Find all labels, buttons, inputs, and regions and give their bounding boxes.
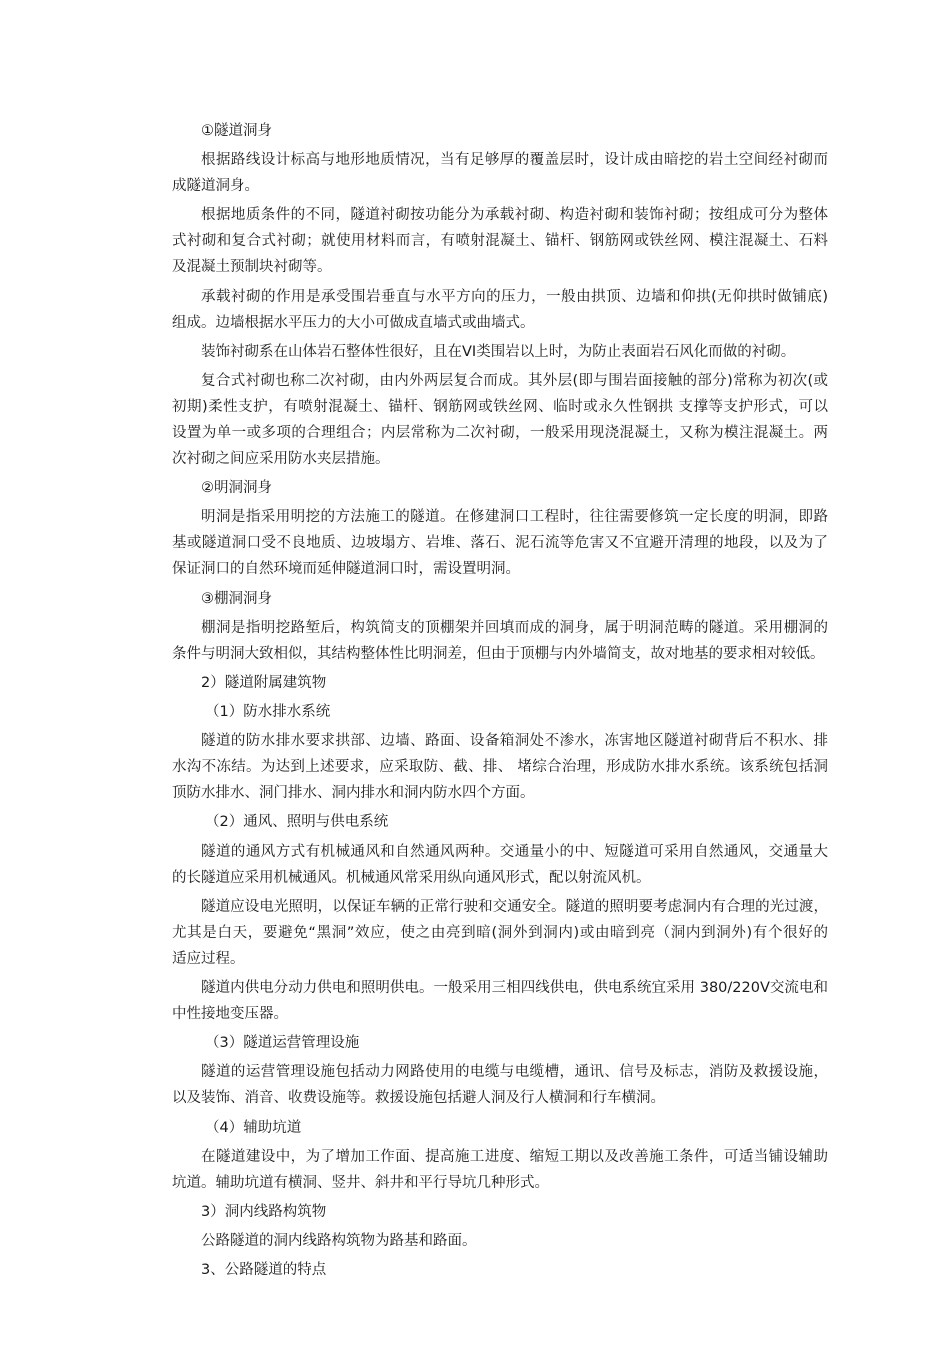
paragraph-line: 明洞是指采用明挖的方法施工的隧道。在修建洞口工程时，往往需要修筑一定长度的明洞，即路 — [201, 509, 828, 526]
paragraph-line: 承载衬砌的作用是承受围岩垂直与水平方向的压力，一般由拱顶、边墙和仰拱(无仰拱时做铺底) — [201, 288, 828, 305]
heading-waterproof-drainage: （1）防水排水系统 — [205, 704, 331, 721]
heading-highway-tunnel-features: 3、公路隧道的特点 — [201, 1262, 327, 1279]
paragraph-line: 棚洞是指明挖路堑后，构筑简支的顶棚架并回填而成的洞身，属于明洞范畴的隧道。采用棚洞的 — [201, 619, 828, 636]
paragraph-line: 适应过程。 — [172, 950, 245, 967]
paragraph-line: 隧道内供电分动力供电和照明供电。一般采用三相四线供电，供电系统宜采用 380/220V交流电和 — [201, 980, 828, 996]
heading-operation-management: （3）隧道运营管理设施 — [205, 1035, 360, 1052]
document-body — [172, 118, 828, 1283]
paragraph-line: 装饰衬砌系在山体岩石整体性很好，且在VI类围岩以上时，为防止表面岩石风化而做的衬砌。 — [201, 343, 796, 360]
paragraph-line: 水沟不冻结。为达到上述要求，应采取防、截、排、 堵综合治理，形成防水排水系统。该系统包括洞 — [172, 759, 828, 776]
paragraph-line: 隧道的通风方式有机械通风和自然通风两种。交通量小的中、短隧道可采用自然通风，交通量大 — [201, 843, 828, 860]
paragraph-line: 在隧道建设中，为了增加工作面、提高施工进度、缩短工期以及改善施工条件，可适当铺设辅助 — [201, 1148, 828, 1165]
paragraph-line: 条件与明洞大致相似，其结构整体性比明洞差，但由于顶棚与内外墙简支，故对地基的要求相对较低。 — [172, 645, 825, 662]
paragraph-line: 中性接地变压器。 — [172, 1006, 288, 1022]
paragraph-line: 的长隧道应采用机械通风。机械通风常采用纵向通风形式，配以射流风机。 — [172, 869, 651, 886]
heading-auxiliary-structures: 2）隧道附属建筑物 — [201, 674, 327, 691]
paragraph-line: 基或隧道洞口受不良地质、边坡塌方、岩堆、落石、泥石流等危害又不宜避开清理的地段，以及为了 — [172, 535, 828, 552]
paragraph-line: 根据路线设计标高与地形地质情况，当有足够厚的覆盖层时，设计成由暗挖的岩土空间经衬砌而 — [201, 152, 828, 169]
paragraph-line: 隧道的运营管理设施包括动力网路使用的电缆与电缆槽，通讯、信号及标志，消防及救援设施， — [201, 1064, 828, 1081]
heading-shed-tunnel: ③棚洞洞身 — [201, 590, 272, 607]
paragraph-line: 复合式衬砌也称二次衬砌，由内外两层复合而成。其外层(即与围岩面接触的部分)常称为初次(或 — [201, 372, 828, 389]
paragraph-line: 根据地质条件的不同，隧道衬砌按功能分为承载衬砌、构造衬砌和装饰衬砌；按组成可分为整体 — [201, 207, 828, 224]
paragraph-line: 隧道的防水排水要求拱部、边墙、路面、设备箱洞处不渗水，冻害地区隧道衬砌背后不积水、排 — [201, 733, 828, 750]
heading-in-tunnel-structures: 3）洞内线路构筑物 — [201, 1203, 327, 1220]
heading-tunnel-body: ①隧道洞身 — [201, 123, 272, 139]
paragraph-line: 组成。边墙根据水平压力的大小可做成直墙式或曲墙式。 — [172, 314, 535, 331]
paragraph-line: 隧道应设电光照明，以保证车辆的正常行驶和交通安全。隧道的照明要考虑洞内有合理的光过渡， — [201, 898, 828, 915]
heading-auxiliary-adit: （4）辅助坑道 — [205, 1119, 302, 1136]
heading-ventilation-lighting-power: （2）通风、照明与供电系统 — [205, 814, 389, 831]
paragraph-line: 成隧道洞身。 — [172, 178, 259, 195]
paragraph-line: 式衬砌和复合式衬砌；就使用材料而言，有喷射混凝土、锚杆、钢筋网或铁丝网、模注混凝土、石料 — [172, 233, 828, 250]
paragraph-line: 初期)柔性支护，有喷射混凝土、锚杆、钢筋网或铁丝网、临时或永久性钢拱 支撑等支护形式，可以 — [172, 398, 828, 415]
paragraph-line: 顶防水排水、洞门排水、洞内排水和洞内防水四个方面。 — [172, 785, 535, 802]
paragraph-line: 以及装饰、消音、收费设施等。救援设施包括避人洞及行人横洞和行车横洞。 — [172, 1090, 665, 1107]
paragraph-line: 及混凝土预制块衬砌等。 — [172, 259, 332, 276]
paragraph-line: 坑道。辅助坑道有横洞、竖井、斜井和平行导坑几种形式。 — [172, 1174, 549, 1191]
paragraph-line: 次衬砌之间应采用防水夹层措施。 — [172, 450, 390, 467]
paragraph-line: 设置为单一或多项的合理组合；内层常称为二次衬砌，一般采用现浇混凝土，又称为模注混凝土。两 — [172, 424, 828, 441]
paragraph-line: 尤其是白天，要避免“黑洞”效应，使之由亮到暗(洞外到洞内)或由暗到亮（洞内到洞外)有个很好的 — [172, 924, 828, 941]
paragraph-line: 公路隧道的洞内线路构筑物为路基和路面。 — [201, 1233, 477, 1250]
heading-open-cut-tunnel: ②明洞洞身 — [201, 480, 272, 497]
paragraph-line: 保证洞口的自然环境而延伸隧道洞口时，需设置明洞。 — [172, 561, 520, 578]
